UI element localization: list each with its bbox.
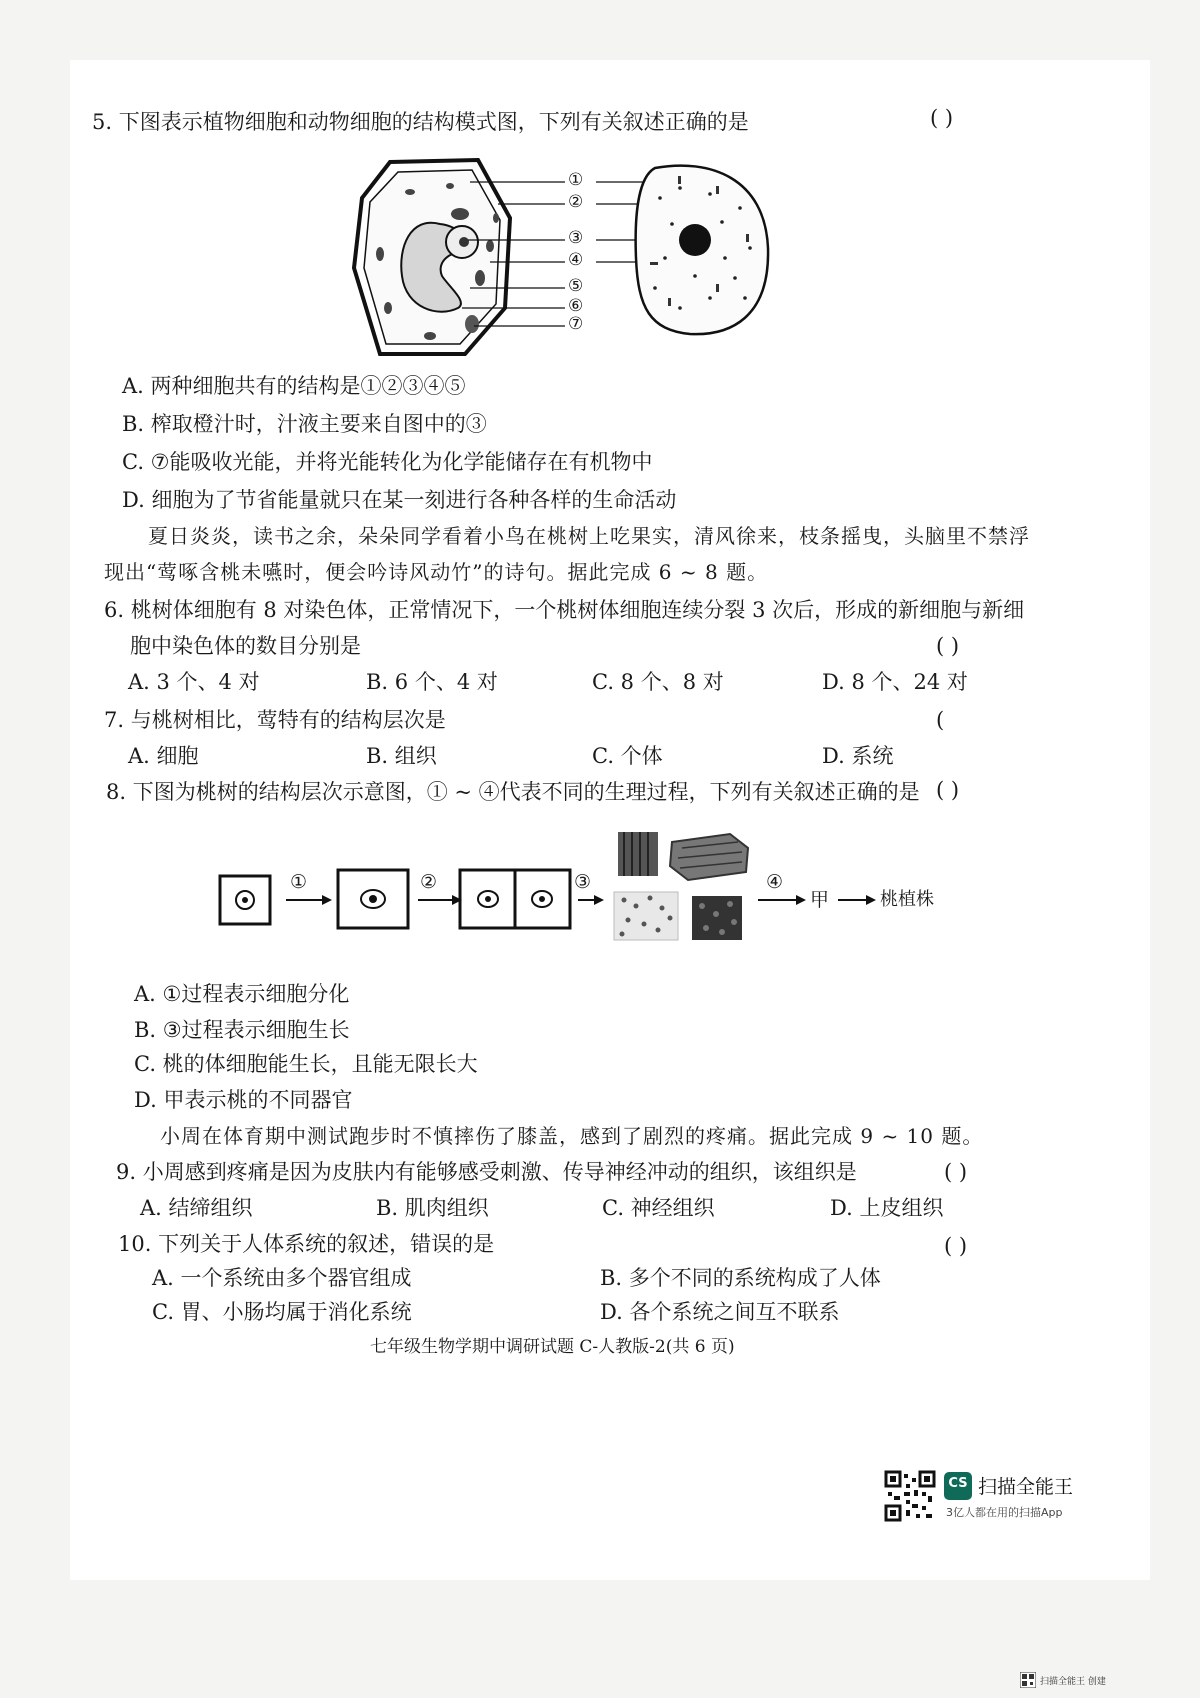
q7-answer-paren: ( — [936, 708, 945, 732]
q6-option-b: B. 6 个、4 对 — [366, 670, 498, 694]
camscanner-logo-text: CS — [948, 1476, 968, 1491]
q10-answer-paren: ( ) — [944, 1234, 968, 1258]
q8-option-a: A. ①过程表示细胞分化 — [134, 982, 350, 1006]
q9-option-b: B. 肌肉组织 — [376, 1196, 489, 1220]
q8-option-b: B. ③过程表示细胞生长 — [134, 1018, 350, 1042]
organ-label-jia: 甲 — [810, 889, 830, 911]
q8-stem: 8. 下图为桃树的结构层次示意图，① ~ ④代表不同的生理过程，下列有关叙述正确的是 — [106, 780, 920, 804]
passage-1-line-2: 现出“莺啄含桃未嚥时，便会吟诗风动竹”的诗句。据此完成 6 ~ 8 题。 — [104, 560, 769, 584]
cell-structure-figure — [350, 158, 780, 358]
q6-option-c: C. 8 个、8 对 — [592, 670, 724, 694]
q8-answer-paren: ( ) — [936, 778, 960, 802]
process-step-2: ② — [420, 871, 438, 893]
q7-option-b: B. 组织 — [366, 744, 437, 768]
cell-label-5: ⑤ — [568, 276, 584, 296]
q5-option-d: D. 细胞为了节省能量就只在某一刻进行各种各样的生命活动 — [122, 488, 677, 512]
passage-2: 小周在体育期中测试跑步时不慎摔伤了膝盖，感到了剧烈的疼痛。据此完成 9 ~ 10 题。 — [160, 1124, 984, 1148]
plant-label: 桃植株 — [880, 889, 934, 910]
q5-option-c: C. ⑦能吸收光能，并将光能转化为化学能储存在有机物中 — [122, 450, 653, 474]
cell-label-3: ③ — [568, 228, 584, 248]
process-step-1: ① — [290, 871, 308, 893]
q7-option-d: D. 系统 — [822, 744, 894, 768]
camscanner-name: 扫描全能王 — [978, 1476, 1074, 1498]
cell-label-4: ④ — [568, 250, 584, 270]
q6-stem-line-2: 胞中染色体的数目分别是 — [130, 634, 361, 658]
small-qr-icon — [1020, 1672, 1036, 1688]
cell-label-7: ⑦ — [568, 314, 584, 334]
q6-option-a: A. 3 个、4 对 — [128, 670, 260, 694]
process-step-4: ④ — [766, 871, 784, 893]
q10-option-c: C. 胃、小肠均属于消化系统 — [152, 1300, 412, 1324]
q10-option-d: D. 各个系统之间互不联系 — [600, 1300, 840, 1324]
q8-option-d: D. 甲表示桃的不同器官 — [134, 1088, 353, 1112]
q6-stem-line-1: 6. 桃树体细胞有 8 对染色体，正常情况下，一个桃树体细胞连续分裂 3 次后，形成的新细胞与新细 — [104, 598, 1025, 622]
camscanner-tagline: 3亿人都在用的扫描App — [946, 1506, 1063, 1519]
q7-option-a: A. 细胞 — [128, 744, 199, 768]
page-footer: 七年级生物学期中调研试题 C-人教版-2(共 6 页) — [370, 1337, 735, 1357]
q10-option-a: A. 一个系统由多个器官组成 — [152, 1266, 412, 1290]
cell-label-6: ⑥ — [568, 296, 584, 316]
process-step-3: ③ — [574, 871, 592, 893]
q10-stem: 10. 下列关于人体系统的叙述，错误的是 — [118, 1232, 495, 1256]
cell-label-1: ① — [568, 170, 584, 190]
cell-label-2: ② — [568, 192, 584, 212]
q7-option-c: C. 个体 — [592, 744, 663, 768]
q9-answer-paren: ( ) — [944, 1160, 968, 1184]
q5-option-a: A. 两种细胞共有的结构是①②③④⑤ — [122, 374, 466, 398]
qr-code-icon — [884, 1470, 936, 1522]
passage-1-line-1: 夏日炎炎，读书之余，朵朵同学看着小鸟在桃树上吃果实，清风徐来，枝条摇曳，头脑里不禁浮 — [148, 524, 1030, 548]
q5-stem: 5. 下图表示植物细胞和动物细胞的结构模式图，下列有关叙述正确的是 — [92, 110, 749, 134]
q9-option-c: C. 神经组织 — [602, 1196, 715, 1220]
q9-stem: 9. 小周感到疼痛是因为皮肤内有能够感受刺激、传导神经冲动的组织，该组织是 — [116, 1160, 857, 1184]
q5-option-b: B. 榨取橙汁时，汁液主要来自图中的③ — [122, 412, 487, 436]
q10-option-b: B. 多个不同的系统构成了人体 — [600, 1266, 881, 1290]
q5-answer-paren: ( ) — [930, 106, 954, 130]
q9-option-a: A. 结缔组织 — [140, 1196, 253, 1220]
q6-answer-paren: ( ) — [936, 634, 960, 658]
q7-stem: 7. 与桃树相比，莺特有的结构层次是 — [104, 708, 446, 732]
q8-option-c: C. 桃的体细胞能生长，且能无限长大 — [134, 1052, 478, 1076]
q6-option-d: D. 8 个、24 对 — [822, 670, 968, 694]
camscanner-corner-text: 扫描全能王 创建 — [1040, 1677, 1106, 1687]
q9-option-d: D. 上皮组织 — [830, 1196, 944, 1220]
